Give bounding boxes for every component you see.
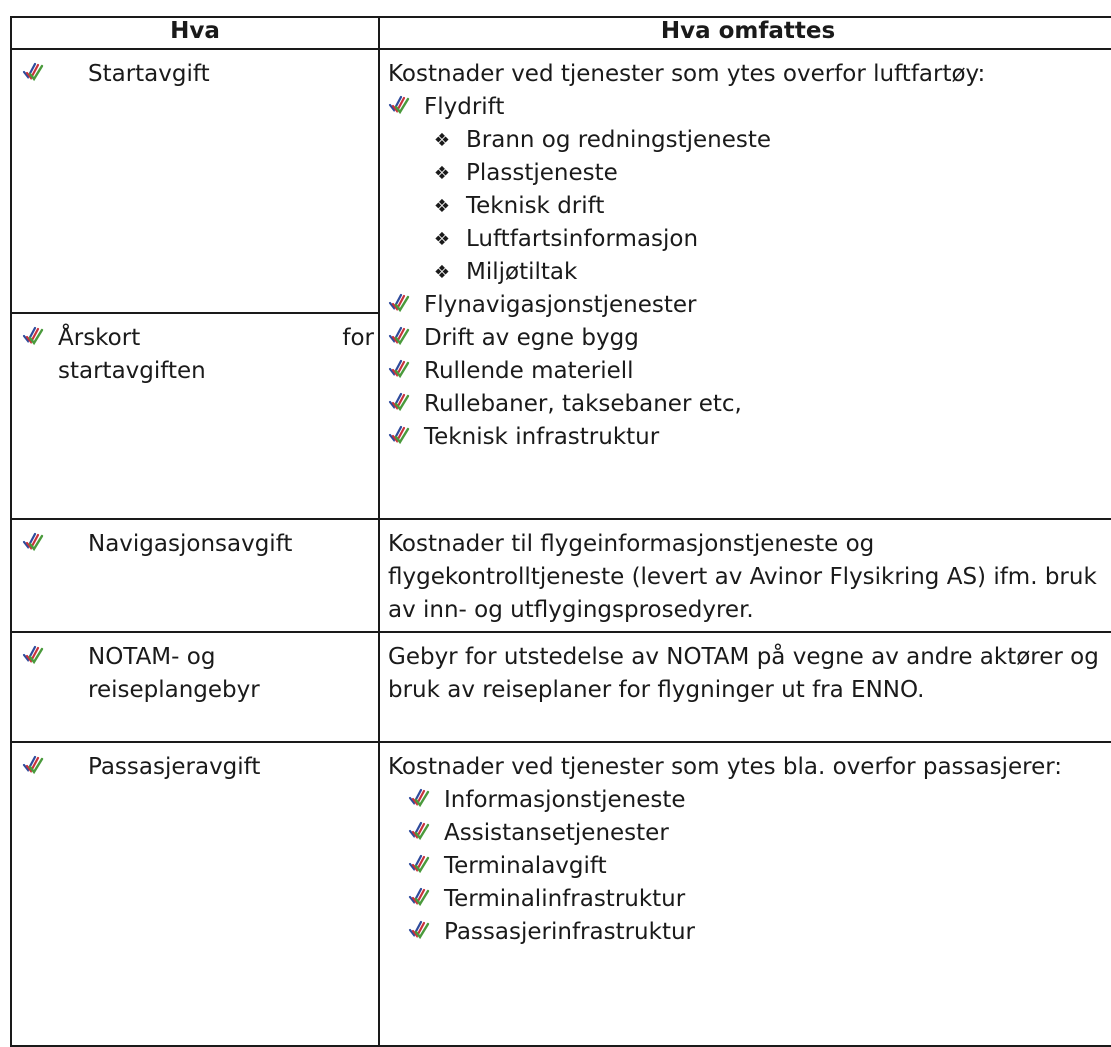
list-item: Passasjerinfrastruktur	[388, 916, 1110, 949]
diamond-bullet-icon: ❖	[433, 262, 451, 283]
list-item: Informasjonstjeneste	[388, 784, 1110, 817]
check-bullet-icon	[388, 423, 410, 447]
list-item: ❖ Miljøtiltak	[388, 256, 1110, 289]
list-item: ❖ Brann og redningstjeneste	[388, 124, 1110, 157]
check-bullet-icon	[408, 819, 430, 843]
check-bullet-icon	[388, 291, 410, 315]
check-bullet-icon	[22, 60, 44, 84]
right-cell-notam: Gebyr for utstedelse av NOTAM på vegne av andre aktører og bruk av reiseplaner for flygninger ut fra ENNO.	[379, 632, 1111, 742]
diamond-bullet-icon: ❖	[433, 130, 451, 151]
passasjer-list	[388, 784, 1110, 949]
table-row	[11, 519, 1111, 632]
list-item: Flynavigasjonstjenester	[388, 289, 1110, 322]
diamond-bullet-icon: ❖	[433, 229, 451, 250]
check-bullet-icon	[388, 390, 410, 414]
check-bullet-icon	[22, 324, 44, 348]
passasjer-intro: Kostnader ved tjenester som ytes bla. overfor passasjerer:	[388, 754, 1063, 780]
check-bullet-icon	[388, 324, 410, 348]
header-hva: Hva	[11, 17, 379, 49]
table-row	[11, 742, 1111, 1046]
table-row	[11, 49, 1111, 519]
left-cell-passasjer: Passasjeravgift	[11, 742, 379, 1046]
check-bullet-icon	[22, 753, 44, 777]
left-cell-notam: NOTAM- og reiseplangebyr	[11, 632, 379, 742]
check-bullet-icon	[22, 643, 44, 667]
list-item: Drift av egne bygg	[388, 322, 1110, 355]
check-bullet-icon	[22, 530, 44, 554]
row-label-aarskort: Årskort for startavgiften	[22, 322, 374, 388]
right-cell-navigasjon: Kostnader til flygeinformasjonstjeneste og flygekontrolltjeneste (levert av Avinor Flysikring AS) ifm. bruk av inn- og utflygingsprosedyrer.	[379, 519, 1111, 632]
diamond-bullet-icon: ❖	[433, 196, 451, 217]
fee-table	[10, 16, 1111, 1047]
check-bullet-icon	[408, 885, 430, 909]
list-item: Terminalinfrastruktur	[388, 883, 1110, 916]
check-bullet-icon	[388, 93, 410, 117]
list-item: ❖ Teknisk drift	[388, 190, 1110, 223]
check-bullet-icon	[388, 357, 410, 381]
table-row	[11, 632, 1111, 742]
table-header-row	[11, 17, 1111, 49]
right-cell-startavgift	[379, 49, 1111, 519]
list-item: ❖ Luftfartsinformasjon	[388, 223, 1110, 256]
row-label-startavgift: Startavgift	[12, 50, 210, 91]
check-bullet-icon	[408, 786, 430, 810]
flydrift-sublist	[388, 124, 1110, 289]
inner-divider	[12, 312, 378, 314]
left-cell-navigasjon: Navigasjonsavgift	[11, 519, 379, 632]
right-cell-passasjer	[379, 742, 1111, 1046]
diamond-bullet-icon: ❖	[433, 163, 451, 184]
check-bullet-icon	[408, 852, 430, 876]
header-hva-omfattes: Hva omfattes	[379, 17, 1111, 49]
list-item: Terminalavgift	[388, 850, 1110, 883]
list-item: Rullebaner, taksebaner etc,	[388, 388, 1110, 421]
check-bullet-icon	[408, 918, 430, 942]
left-cell-startavgift	[11, 49, 379, 519]
startavgift-list	[388, 91, 1110, 124]
list-item: Teknisk infrastruktur	[388, 421, 1110, 454]
list-item: Flydrift	[388, 91, 1110, 124]
startavgift-list-2	[388, 289, 1110, 454]
list-item: ❖ Plasstjeneste	[388, 157, 1110, 190]
list-item: Rullende materiell	[388, 355, 1110, 388]
startavgift-intro: Kostnader ved tjenester som ytes overfor luftfartøy:	[388, 61, 986, 87]
list-item: Assistansetjenester	[388, 817, 1110, 850]
